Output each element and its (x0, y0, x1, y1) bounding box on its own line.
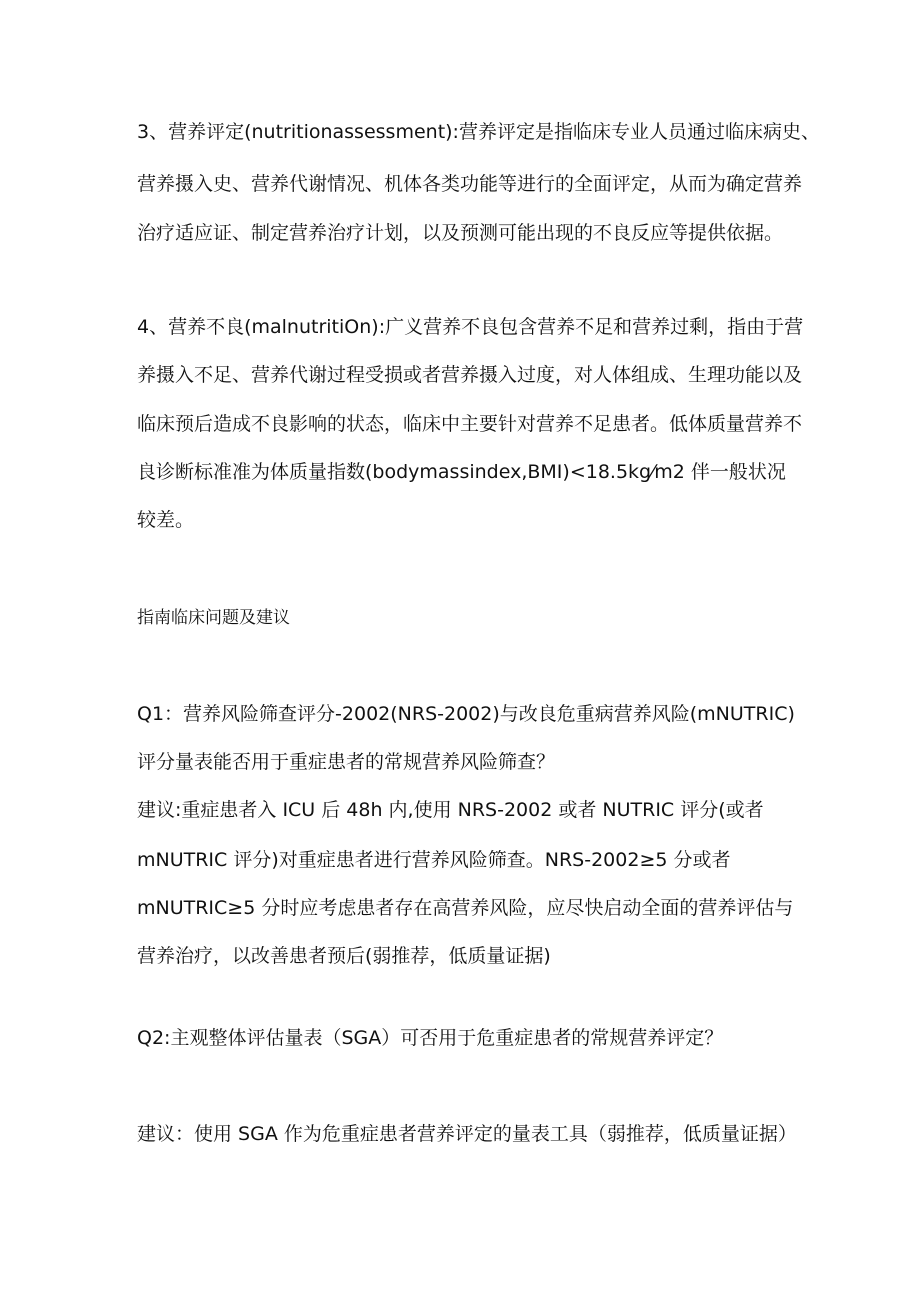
para4-line-1: 4、营养不良(malnutritiOn):广义营养不良包含营养不足和营养过剩，指由于营 (137, 316, 804, 338)
para4-line-4: 良诊断标准准为体质量指数(bodymassindex,BMI)<18.5kg⁄m2 伴一般状况 (137, 461, 786, 483)
para4-line-3: 临床预后造成不良影响的状态，临床中主要针对营养不足患者。低体质量营养不 (137, 413, 803, 435)
q1-advice-line-3: mNUTRIC≥5 分时应考虑患者存在高营养风险，应尽快启动全面的营养评估与 (137, 897, 794, 919)
q1-line-2: 评分量表能否用于重症患者的常规营养风险筛查？ (137, 751, 556, 773)
para3-line-3: 治疗适应证、制定营养治疗计划，以及预测可能出现的不良反应等提供依据。 (137, 222, 784, 244)
q1-line-1: Q1：营养风险筛查评分-2002(NRS-2002)与改良危重病营养风险(mNUTRIC) (137, 703, 795, 725)
para4-line-5: 较差。 (137, 509, 195, 531)
q2-advice: 建议：使用 SGA 作为危重症患者营养评定的量表工具（弱推荐，低质量证据） (137, 1123, 797, 1145)
para4-line-2: 养摄入不足、营养代谢过程受损或者营养摄入过度，对人体组成、生理功能以及 (137, 364, 803, 386)
para3-line-2: 营养摄入史、营养代谢情况、机体各类功能等进行的全面评定，从而为确定营养 (137, 173, 803, 195)
q1-advice-line-2: mNUTRIC 评分)对重症患者进行营养风险筛查。NRS-2002≥5 分或者 (137, 849, 731, 871)
para3-line-1: 3、营养评定(nutritionassessment):营养评定是指临床专业人员通过临床病史、 (137, 121, 820, 143)
q1-advice-line-4: 营养治疗，以改善患者预后(弱推荐，低质量证据) (137, 945, 551, 967)
q2-question: Q2:主观整体评估量表（SGA）可否用于危重症患者的常规营养评定？ (137, 1027, 724, 1049)
q1-advice-line-1: 建议:重症患者入 ICU 后 48h 内,使用 NRS-2002 或者 NUTRIC 评分(或者 (137, 799, 764, 821)
section-heading: 指南临床问题及建议 (137, 608, 290, 628)
